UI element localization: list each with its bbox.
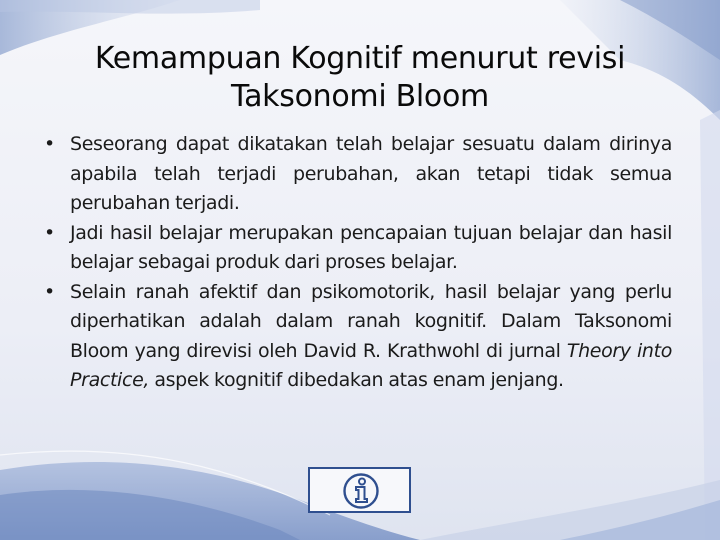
- journal-title: Theory into Practice,: [70, 339, 672, 391]
- bullet-marker: •: [44, 280, 55, 303]
- slide-title: Kemampuan Kognitif menurut revisi Taksonomi Bloom: [94, 41, 626, 115]
- bullet-text-part: Selain ranah afektif dan psikomotorik, hasil belajar yang perlu diperhatikan adalah dalam ranah kognitif. Dalam Taksonomi Bloom yang direvisi oleh David R. Krathwohl di jurnal: [70, 280, 672, 362]
- bullet-text: Seseorang dapat dikatakan telah belajar sesuatu dalam dirinya apabila telah terjadi perubahan, akan tetapi tidak semua perubahan terjadi.: [70, 133, 672, 214]
- bullet-item: [42, 278, 672, 396]
- bullet-item: [42, 130, 672, 219]
- info-icon: [341, 471, 381, 511]
- bullet-marker: •: [44, 133, 55, 155]
- bullet-text: Jadi hasil belajar merupakan pencapaian tujuan belajar dan hasil belajar sebagai produk dari proses belajar.: [70, 221, 672, 273]
- info-button[interactable]: [308, 467, 411, 513]
- bullet-text: [70, 281, 672, 392]
- bullet-text-part: aspek kognitif dibedakan atas enam jenjang.: [149, 369, 564, 391]
- bullet-item: [42, 219, 672, 278]
- bullet-list: [42, 130, 672, 396]
- bullet-marker: •: [44, 221, 55, 244]
